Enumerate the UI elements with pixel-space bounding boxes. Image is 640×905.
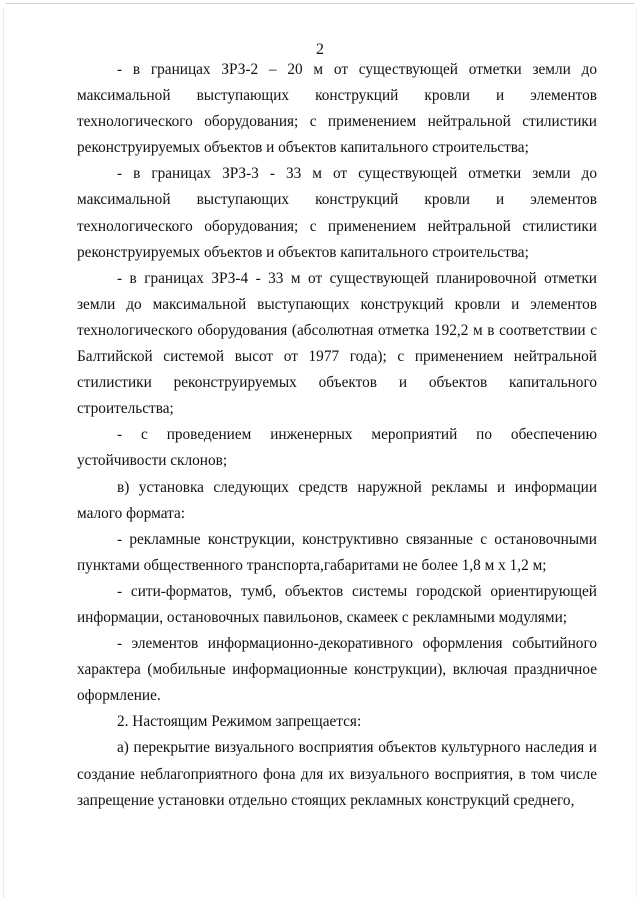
top-border-line	[6, 3, 634, 4]
page-number: 2	[316, 41, 324, 58]
left-scan-edge	[3, 8, 4, 897]
paragraph-city-formats: - сити-форматов, тумб, объектов системы городской ориентирующей информации, остановочных павильонов, скамеек с рекламными модулями;	[77, 582, 597, 626]
paragraph-prohibitions-heading: 2. Настоящим Режимом запрещается:	[117, 713, 362, 731]
paragraph-small-format-advertising: в) установка следующих средств наружной рекламы и информации малого формата:	[77, 478, 597, 522]
document-body	[77, 57, 597, 814]
paragraph-zrz3-height: - в границах ЗРЗ-3 - 33 м от существующей отметки земли до максимальной выступающих конструкций кровли и элементов технологического оборудования; с применением нейтральной стилистики реконструируемых объектов и объектов капитального строительства;	[77, 165, 597, 261]
paragraph-slope-stability: - с проведением инженерных мероприятий по обеспечению устойчивости склонов;	[77, 426, 597, 470]
paragraph-zrz2-height: - в границах ЗРЗ-2 – 20 м от существующей отметки земли до максимальной выступающих конструкций кровли и элементов технологического оборудования; с применением нейтральной стилистики реконструируемых объектов и объектов капитального строительства;	[77, 61, 597, 157]
paragraph-visual-perception: а) перекрытие визуального восприятия объектов культурного наследия и создание неблагоприятного фона для их визуального восприятия, в том числе запрещение установки отдельно стоящих рекламных конструкций среднего,	[77, 739, 597, 809]
right-scan-edge	[636, 8, 637, 897]
paragraph-zrz4-height: - в границах ЗРЗ-4 - 33 м от существующей планировочной отметки земли до максимальной выступающих конструкций кровли и элементов технологического оборудования (абсолютная отметка 192,2 м в соответствии с Балтийской системой высот от 1977 года); с применением нейтральной стилистики реконструируемых объектов и объектов капитального строительства;	[77, 269, 597, 418]
paragraph-transit-stop-structures: - рекламные конструкции, конструктивно связанные с остановочными пунктами общественного транспорта,габаритами не более 1,8 м х 1,2 м;	[77, 530, 597, 574]
paragraph-event-decoration: - элементов информационно-декоративного оформления событийного характера (мобильные информационные конструкции), включая праздничное оформление.	[77, 635, 597, 705]
